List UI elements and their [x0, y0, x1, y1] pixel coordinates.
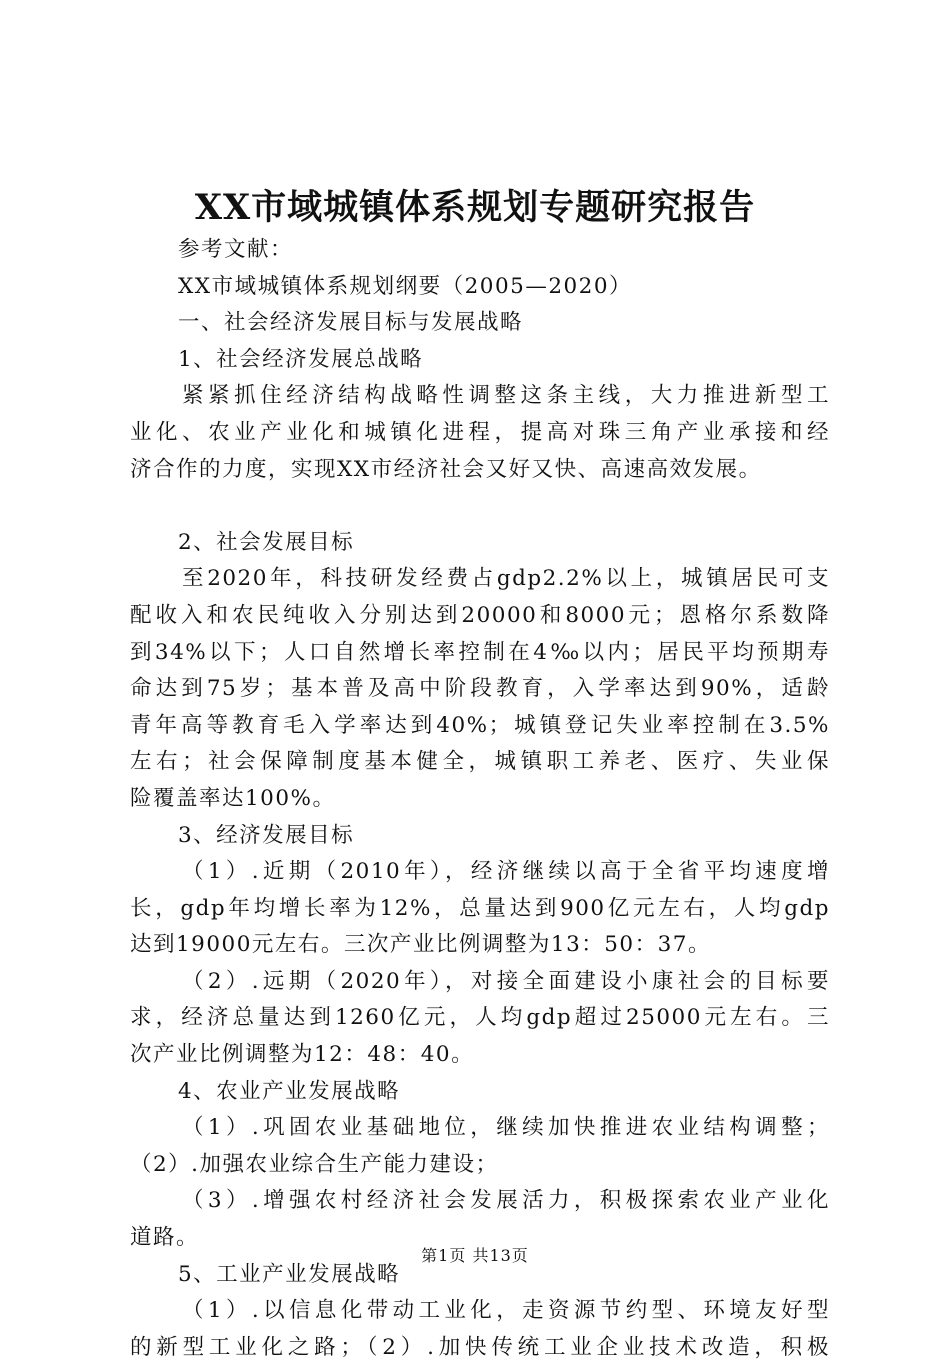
paragraph-line: 左右；社会保障制度基本健全，城镇职工养老、医疗、失业保	[130, 749, 830, 775]
paragraph-line: （1）.巩固农业基础地位，继续加快推进农业结构调整；	[182, 1115, 830, 1141]
section-heading: 一、社会经济发展目标与发展战略	[178, 310, 524, 336]
paragraph-line: （2）.加强农业综合生产能力建设；	[130, 1151, 499, 1177]
paragraph-line: 长，gdp年均增长率为12%，总量达到900亿元左右，人均gdp	[130, 895, 830, 921]
subsection-heading: 4、农业产业发展战略	[178, 1078, 401, 1104]
paragraph-line: 的新型工业化之路；（2）.加快传统工业企业技术改造，积极	[130, 1334, 830, 1360]
paragraph-line: 至2020年，科技研发经费占gdp2.2%以上，城镇居民可支	[182, 566, 830, 592]
paragraph-line: 济合作的力度，实现XX市经济社会又好又快、高速高效发展。	[130, 456, 762, 482]
page-footer: 第1页 共13页	[421, 1246, 529, 1265]
paragraph-line: （1）.近期（2010年），经济继续以高于全省平均速度增	[182, 859, 830, 885]
paragraph-line: 道路。	[130, 1225, 200, 1251]
blank-line	[130, 488, 830, 525]
paragraph-line: （1）.以信息化带动工业化，走资源节约型、环境友好型	[182, 1298, 830, 1324]
paragraph-line: 命达到75岁；基本普及高中阶段教育，入学率达到90%，适龄	[130, 676, 830, 702]
paragraph-line: （2）.远期（2020年），对接全面建设小康社会的目标要	[182, 968, 830, 994]
subsection-heading: 5、工业产业发展战略	[178, 1261, 401, 1287]
paragraph-line: 险覆盖率达100%。	[130, 785, 336, 811]
document-body	[130, 232, 830, 1366]
paragraph-line: 青年高等教育毛入学率达到40%；城镇登记失业率控制在3.5%	[130, 712, 830, 738]
paragraph-line: 到34%以下；人口自然增长率控制在4‰以内；居民平均预期寿	[130, 639, 830, 665]
paragraph-line: （3）.增强农村经济社会发展活力，积极探索农业产业化	[182, 1188, 830, 1214]
subsection-heading: 1、社会经济发展总战略	[178, 346, 424, 372]
paragraph-line: 紧紧抓住经济结构战略性调整这条主线，大力推进新型工	[182, 383, 830, 409]
paragraph-line: 达到19000元左右。三次产业比例调整为13：50：37。	[130, 932, 711, 958]
subsection-heading: 3、经济发展目标	[178, 822, 355, 848]
reference-item: XX市域城镇体系规划纲要（2005—2020）	[178, 273, 633, 299]
paragraph-line: 业化、农业产业化和城镇化进程，提高对珠三角产业承接和经	[130, 419, 830, 445]
paragraph-line: 次产业比例调整为12：48：40。	[130, 1042, 475, 1068]
paragraph-line: 配收入和农民纯收入分别达到20000和8000元；恩格尔系数降	[130, 602, 830, 628]
document-title: XX市域城镇体系规划专题研究报告	[194, 187, 756, 228]
references-heading: 参考文献：	[178, 237, 294, 262]
paragraph-line: 求，经济总量达到1260亿元，人均gdp超过25000元左右。三	[130, 1005, 830, 1031]
subsection-heading: 2、社会发展目标	[178, 529, 355, 555]
